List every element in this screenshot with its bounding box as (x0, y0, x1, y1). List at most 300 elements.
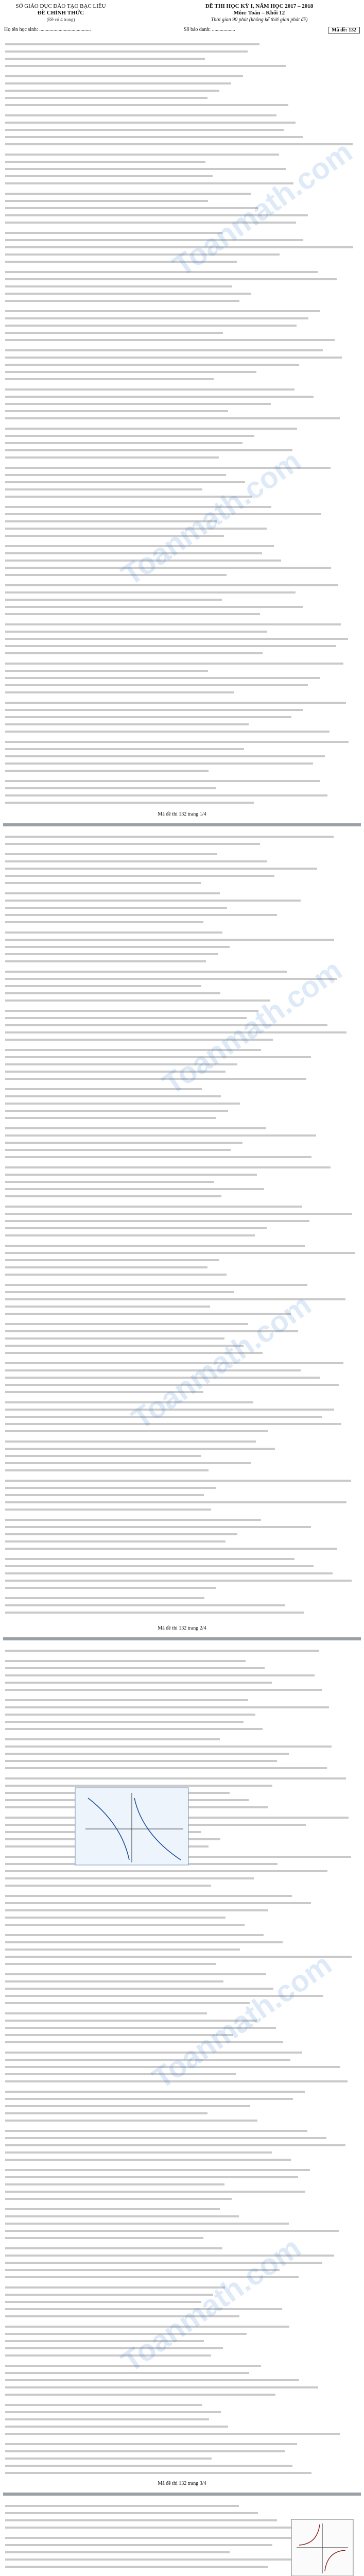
text-line (5, 645, 336, 647)
text-line (5, 2566, 268, 2568)
text-line (5, 513, 321, 515)
page-2-content (3, 829, 361, 1623)
text-line (5, 388, 294, 391)
text-line (5, 1330, 298, 1332)
text-line (5, 2354, 211, 2357)
text-line (5, 1117, 216, 1119)
text-line (5, 1401, 253, 1403)
text-line (5, 1469, 209, 1471)
text-line (5, 723, 249, 725)
text-line (5, 496, 252, 498)
text-line (5, 914, 277, 916)
text-line (5, 1391, 203, 1393)
student-id-field: Số báo danh: .................. (183, 27, 235, 32)
text-line (5, 1674, 315, 1676)
text-line (5, 2073, 236, 2075)
text-line (5, 253, 280, 256)
exam-info-block (159, 3, 360, 23)
text-line (5, 1526, 311, 1528)
text-line (5, 762, 313, 765)
exam-time: Thời gian 90 phút (không kể thời gian phát đề) (211, 17, 308, 23)
text-line (5, 357, 342, 359)
text-line (5, 1706, 329, 1708)
text-line (5, 1181, 214, 1183)
text-line (5, 207, 258, 209)
exam-subject: Môn: Toán – Khối 12 (233, 10, 285, 16)
text-line (5, 325, 297, 327)
text-line (5, 2315, 239, 2317)
text-line (5, 2269, 280, 2271)
text-line (5, 239, 303, 241)
text-line (5, 317, 308, 319)
text-line (5, 960, 206, 962)
text-line (5, 2551, 230, 2553)
page-3-text-lines (3, 1643, 361, 2478)
text-line (5, 2112, 207, 2114)
text-line (5, 1430, 268, 1432)
text-line (5, 2183, 224, 2185)
text-line (5, 1110, 228, 1112)
text-line (5, 770, 209, 772)
text-line (5, 339, 335, 341)
text-line (5, 2034, 233, 2036)
text-line (5, 599, 222, 601)
text-line (5, 1494, 204, 1496)
text-line (5, 2230, 339, 2232)
text-line (5, 1689, 322, 1691)
text-line (5, 371, 256, 373)
text-line (5, 1699, 248, 1701)
text-line (5, 1188, 264, 1190)
text-line (5, 1934, 264, 1936)
text-line (5, 2465, 292, 2467)
text-line (5, 1480, 351, 1482)
text-line (5, 2433, 340, 2435)
text-line (5, 2519, 277, 2521)
text-line (5, 1166, 331, 1168)
text-line (5, 2091, 305, 2093)
text-line (5, 2191, 305, 2193)
text-line (5, 921, 203, 923)
text-line (5, 2247, 222, 2249)
page-4-content (3, 2499, 361, 2576)
text-line (5, 2340, 204, 2342)
text-line (5, 2347, 223, 2349)
text-line (5, 1902, 311, 1904)
text-line (5, 1519, 261, 1521)
text-line (5, 1063, 237, 1065)
text-line (5, 2041, 283, 2043)
text-line (5, 1587, 216, 1589)
text-line (5, 1948, 240, 1951)
text-line (5, 1501, 346, 1503)
text-line (5, 1988, 273, 1990)
text-line (5, 2301, 201, 2303)
text-line (5, 1604, 285, 1606)
text-line (5, 670, 208, 672)
text-line (5, 2159, 291, 2161)
text-line (5, 300, 239, 302)
text-line (5, 882, 201, 884)
text-line (5, 364, 299, 366)
text-line (5, 2386, 318, 2388)
text-line (5, 567, 331, 569)
text-line (5, 1195, 221, 1197)
text-line (5, 2237, 203, 2239)
page-footer: Mã đề thi 132 trang 3/4 (158, 2481, 206, 2486)
text-line (5, 631, 267, 633)
exam-title: ĐỀ THI HỌC KỲ I, NĂM HỌC 2017 – 2018 (205, 3, 314, 9)
text-line (5, 1580, 352, 1582)
text-line (5, 843, 260, 845)
text-line (5, 1745, 332, 1748)
text-line (5, 2286, 225, 2289)
text-line (5, 2372, 249, 2374)
text-line (5, 2333, 247, 2335)
page-1-content (3, 37, 361, 810)
text-line (5, 802, 254, 804)
text-line (5, 716, 291, 718)
text-line (5, 1956, 352, 1958)
text-line (5, 1941, 283, 1943)
text-line (5, 232, 222, 234)
text-line (5, 1487, 216, 1489)
text-line (5, 2512, 258, 2514)
text-line (5, 122, 296, 124)
official-label: ĐỀ CHÍNH THỨC (37, 10, 84, 16)
text-line (5, 428, 297, 430)
page-separator (3, 2493, 361, 2496)
text-line (5, 999, 270, 1002)
text-line (5, 520, 217, 522)
page-separator (3, 1637, 361, 1640)
text-line (5, 1738, 220, 1740)
text-line (5, 1612, 304, 1614)
function-graph (75, 1788, 188, 1865)
text-line (5, 748, 244, 750)
text-line (5, 787, 216, 789)
text-line (5, 1156, 311, 1158)
text-line (5, 1572, 333, 1574)
text-line (5, 442, 242, 444)
text-line (5, 114, 276, 116)
text-line (5, 836, 334, 838)
text-line (5, 780, 320, 782)
text-line (5, 591, 296, 594)
text-line (5, 2394, 275, 2396)
organization-block (4, 3, 117, 23)
text-line (5, 2365, 261, 2367)
text-line (5, 2169, 310, 2171)
text-line (5, 1885, 211, 1887)
text-line (5, 1660, 246, 1662)
text-line (5, 104, 288, 106)
text-line (5, 2105, 250, 2107)
text-line (5, 82, 231, 84)
text-line (5, 193, 251, 195)
text-line (5, 488, 202, 490)
text-line (5, 755, 325, 757)
text-line (5, 2505, 239, 2507)
text-line (5, 2418, 209, 2420)
text-line (5, 1337, 224, 1340)
text-line (5, 1440, 256, 1443)
text-line (5, 971, 287, 973)
text-line (5, 1895, 292, 1897)
text-line (5, 1252, 355, 1254)
text-line (5, 2404, 202, 2406)
text-line (5, 2558, 341, 2561)
text-line (5, 293, 251, 295)
text-line (5, 2215, 239, 2217)
text-line (5, 1213, 352, 1215)
text-line (5, 985, 201, 987)
text-line (5, 663, 343, 665)
text-line (5, 2198, 232, 2200)
text-line (5, 214, 308, 216)
text-line (5, 2426, 228, 2428)
text-line (5, 1017, 247, 1019)
text-line (5, 545, 274, 547)
text-line (5, 1127, 266, 1129)
text-line (5, 75, 243, 77)
text-line (5, 2130, 307, 2132)
text-line (5, 535, 224, 537)
text-line (5, 261, 237, 263)
text-line (5, 246, 353, 248)
text-line (5, 875, 274, 877)
text-line (5, 868, 317, 870)
page-2-text-lines (3, 829, 361, 1623)
text-line (5, 2144, 345, 2146)
text-line (5, 1423, 341, 1425)
text-line (5, 2544, 272, 2546)
page-4-text-lines (3, 2499, 361, 2576)
org-name: SỞ GIÁO DỤC ĐÀO TẠO BẠC LIÊU (15, 3, 106, 9)
hyperbola-graph (291, 2519, 353, 2576)
text-line (5, 613, 260, 615)
text-line (5, 1220, 309, 1222)
text-line (5, 396, 314, 398)
text-line (5, 1917, 226, 1919)
text-line (5, 2080, 348, 2082)
text-line (5, 992, 220, 994)
text-line (5, 417, 340, 419)
text-line (5, 1973, 266, 1975)
text-line (5, 1149, 231, 1151)
text-line (5, 1031, 346, 1033)
page-1-text-lines (3, 37, 361, 810)
text-line (5, 1049, 261, 1051)
text-line (5, 2443, 297, 2445)
text-line (5, 435, 254, 437)
text-line (5, 2308, 282, 2310)
text-line (5, 853, 217, 855)
text-line (5, 456, 219, 459)
text-line (5, 2052, 302, 2054)
text-line (5, 623, 341, 625)
text-line (5, 584, 338, 586)
student-name-field: Họ tên học sinh: ........................................ (4, 27, 91, 32)
watermark: Toanmath.com (167, 134, 358, 283)
text-line (5, 741, 349, 743)
text-line (5, 2262, 322, 2264)
text-line (5, 1234, 255, 1236)
text-line (5, 900, 301, 902)
text-line (5, 946, 230, 948)
text-line (5, 1174, 257, 1176)
text-line (5, 2255, 334, 2257)
text-line (5, 1056, 311, 1058)
text-line (5, 1298, 345, 1300)
text-line (5, 310, 320, 312)
text-line (5, 1533, 237, 1535)
text-line (5, 892, 220, 894)
text-line (5, 1909, 268, 1911)
text-line (5, 222, 296, 224)
text-line (5, 953, 218, 955)
text-line (5, 1095, 221, 1097)
page-count: (Đề có 4 trang) (46, 17, 75, 22)
text-line (5, 1995, 323, 1997)
text-line (5, 1877, 254, 1879)
text-line (5, 481, 245, 483)
text-line (5, 1767, 327, 1769)
text-line (5, 2059, 290, 2061)
text-line (5, 2458, 212, 2460)
text-line (5, 1362, 343, 1364)
text-line (5, 2450, 285, 2452)
text-line (5, 1409, 334, 1411)
text-line (5, 1540, 226, 1543)
text-line (5, 1753, 289, 1755)
text-line (5, 1010, 258, 1012)
text-line (5, 560, 281, 562)
text-line (5, 652, 263, 654)
text-line (5, 1462, 251, 1464)
text-line (5, 1088, 202, 1090)
text-line (5, 606, 303, 608)
text-line (5, 1870, 327, 1872)
text-line (5, 1924, 245, 1926)
text-line (5, 939, 334, 941)
text-line (5, 143, 353, 145)
text-line (5, 1416, 322, 1418)
text-line (5, 1345, 244, 1347)
text-line (5, 691, 234, 693)
text-line (5, 1078, 306, 1080)
text-line (5, 2527, 296, 2529)
text-line (5, 931, 222, 934)
text-line (5, 506, 271, 508)
text-line (5, 2208, 220, 2210)
text-line (5, 474, 226, 476)
page-footer: Mã đề thi 132 trang 1/4 (158, 811, 206, 817)
text-line (5, 1721, 244, 1723)
text-line (5, 410, 228, 412)
exam-code-box: Mã đề: 132 (328, 27, 360, 33)
text-line (5, 978, 337, 980)
text-line (5, 1728, 263, 1730)
text-line (5, 332, 223, 334)
text-line (5, 907, 227, 909)
text-line (5, 200, 208, 202)
text-line (5, 1384, 339, 1386)
text-line (5, 1274, 227, 1276)
page-footer: Mã đề thi 132 trang 2/4 (158, 1625, 206, 1631)
text-line (5, 58, 205, 60)
text-line (5, 1313, 291, 1315)
text-line (5, 1565, 314, 1567)
text-line (5, 1266, 207, 1268)
student-info-line (4, 27, 360, 33)
text-line (5, 1448, 275, 1450)
text-line (5, 1785, 272, 1787)
exam-header (4, 3, 360, 26)
text-line (5, 1142, 242, 1144)
page-3-content (3, 1643, 361, 2478)
text-line (5, 2027, 276, 2029)
text-line (5, 161, 205, 163)
text-line (5, 2472, 311, 2474)
text-line (5, 1963, 216, 1965)
text-line (5, 702, 346, 704)
text-line (5, 1777, 346, 1780)
text-line (5, 2176, 298, 2178)
text-line (5, 528, 267, 530)
page-separator (3, 823, 361, 826)
text-line (5, 1509, 211, 1511)
text-line (5, 638, 348, 640)
text-line (5, 1134, 316, 1137)
text-line (5, 794, 327, 796)
text-line (5, 2120, 257, 2122)
text-line (5, 50, 248, 53)
text-line (5, 1377, 320, 1379)
text-line (5, 2002, 250, 2004)
text-line (5, 1245, 305, 1247)
text-line (5, 1980, 223, 1982)
text-line (5, 2223, 289, 2225)
text-line (5, 278, 337, 280)
text-line (5, 182, 293, 184)
text-line (5, 1323, 248, 1325)
text-line (5, 684, 308, 686)
text-line (5, 2012, 207, 2014)
text-line (5, 1548, 337, 1550)
text-line (5, 574, 227, 576)
text-line (5, 1227, 267, 1229)
text-line (5, 2020, 257, 2022)
text-line (5, 1071, 226, 1073)
text-line (5, 1714, 255, 1716)
text-line (5, 97, 207, 99)
text-line (5, 154, 279, 156)
text-line (5, 1039, 273, 1041)
text-line (5, 1284, 307, 1286)
watermark: Toanmath.com (115, 2230, 307, 2379)
text-line (5, 2411, 221, 2413)
text-line (5, 449, 292, 451)
text-line (5, 168, 286, 170)
text-line (5, 1259, 219, 1261)
text-line (5, 90, 219, 92)
text-line (5, 1024, 327, 1026)
text-line (5, 709, 303, 711)
text-line (5, 2151, 272, 2154)
text-line (5, 2326, 289, 2328)
text-line (5, 65, 286, 67)
